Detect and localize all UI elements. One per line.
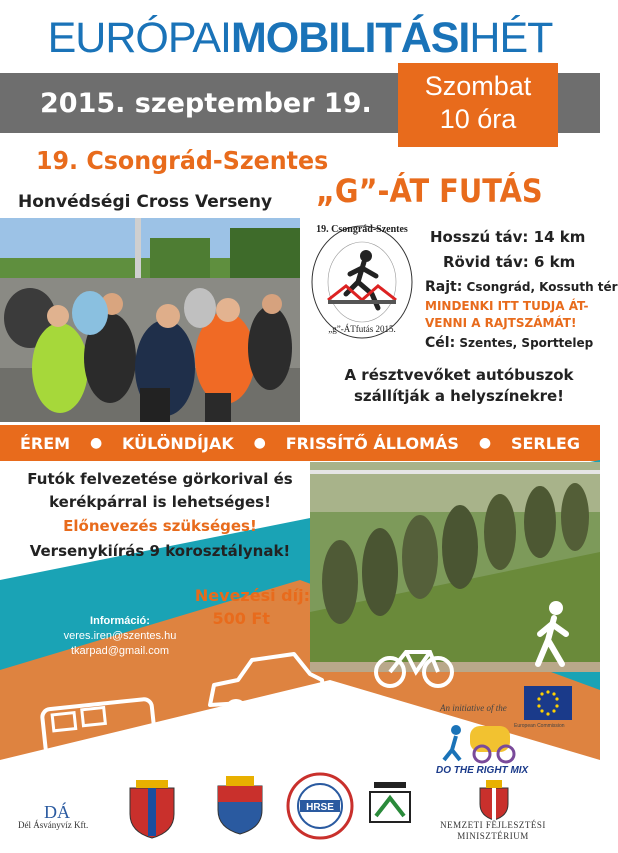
brand-title [0,14,600,62]
escort-line-2: kerékpárral is lehetséges! [49,493,271,511]
event-subtitle: Honvédségi Cross Verseny [18,192,273,212]
coat-of-arms-csongrad-icon [122,778,182,840]
del-asvanyviz-logo [14,800,98,836]
do-the-right-mix-logo [434,720,534,768]
start-note: MINDENKI ITT TUDJA ÁT-VENNI A RAJTSZÁMÁT! [425,299,589,330]
coat-of-arms-szentes-icon [210,772,270,836]
time-badge [398,63,558,147]
race-logo-bottom-text: „g”-ÁTfutás 2015. [328,324,396,334]
bullet-icon: ● [253,435,266,451]
hrse-label: HRSE [306,802,334,813]
runners-photo [0,218,300,422]
initiative-text: An initiative of the [440,703,507,713]
event-date: 2015. szeptember 19. [40,88,372,119]
eu-caption: European Commission [514,723,565,729]
hrse-logo [286,772,354,840]
transport-note: A résztvevőket autóbuszok szállítják a helyszínekre! [344,366,574,405]
goal-value: Szentes, Sporttelep [459,336,594,350]
preregistration-note: Előnevezés szükséges! [63,517,257,535]
race-logo-ring-text: 19. Csongrád-Szentes [316,224,408,235]
event-title-right: „G”-ÁT FUTÁS [316,172,543,210]
hungarian-coat-of-arms-icon [476,778,512,822]
fee-value: 500 Ft [212,609,270,628]
ministry-line-2: MINISZTÉRIUM [457,831,529,841]
bicycle-icon [372,640,456,690]
del-asvanyviz-text: Dél Ásványvíz Kft. [18,820,89,830]
feature-refreshment: FRISSÍTŐ ÁLLOMÁS [285,433,459,453]
escort-line-1: Futók felvezetése görkorival és [27,470,293,488]
svg-text:DÁ: DÁ [44,802,70,822]
eu-flag-logo [524,686,572,720]
brand-part-het: HÉT [469,14,553,62]
badge-day: Szombat [424,71,532,101]
event-title-left: 19. Csongrád-Szentes [36,146,329,175]
contact-title: Információ: [90,615,150,627]
brand-part-europai: EURÓPAI [47,14,231,62]
goal-location [425,335,593,351]
escort-note [10,468,310,514]
pedestrian-icon [528,600,578,670]
ministry-name [418,820,568,842]
contact-info [40,614,200,659]
do-the-right-mix-text: DO THE RIGHT MIX [436,765,529,776]
feature-special-prizes: KÜLÖNDÍJAK [122,433,234,453]
bus-icon [40,700,160,766]
bullet-icon: ● [89,435,103,451]
car-icon [200,650,330,728]
features-band [0,425,600,461]
ministry-line-1: NEMZETI FEJLESZTÉSI [440,820,546,830]
feature-medal: ÉREM [19,433,71,453]
start-value: Csongrád, Kossuth tér [466,280,618,294]
defence-association-logo [364,778,416,838]
feature-trophy: SERLEG [510,433,580,453]
short-distance: Rövid táv: 6 km [443,253,576,271]
bullet-icon: ● [478,435,492,451]
contact-email-2[interactable]: tkarpad@gmail.com [71,645,169,657]
start-label: Rajt: [425,279,463,295]
contact-email-1[interactable]: veres.iren@szentes.hu [63,630,177,642]
long-distance: Hosszú táv: 14 km [430,228,586,246]
brand-part-mobilitasi: MOBILITÁSI [230,14,470,62]
goal-label: Cél: [425,335,456,351]
race-logo [306,220,418,348]
age-categories-note: Versenykiírás 9 korosztálynak! [29,542,291,560]
start-location [425,279,618,295]
badge-time: 10 óra [439,104,517,134]
fee-label: Nevezési díj: [194,586,310,605]
